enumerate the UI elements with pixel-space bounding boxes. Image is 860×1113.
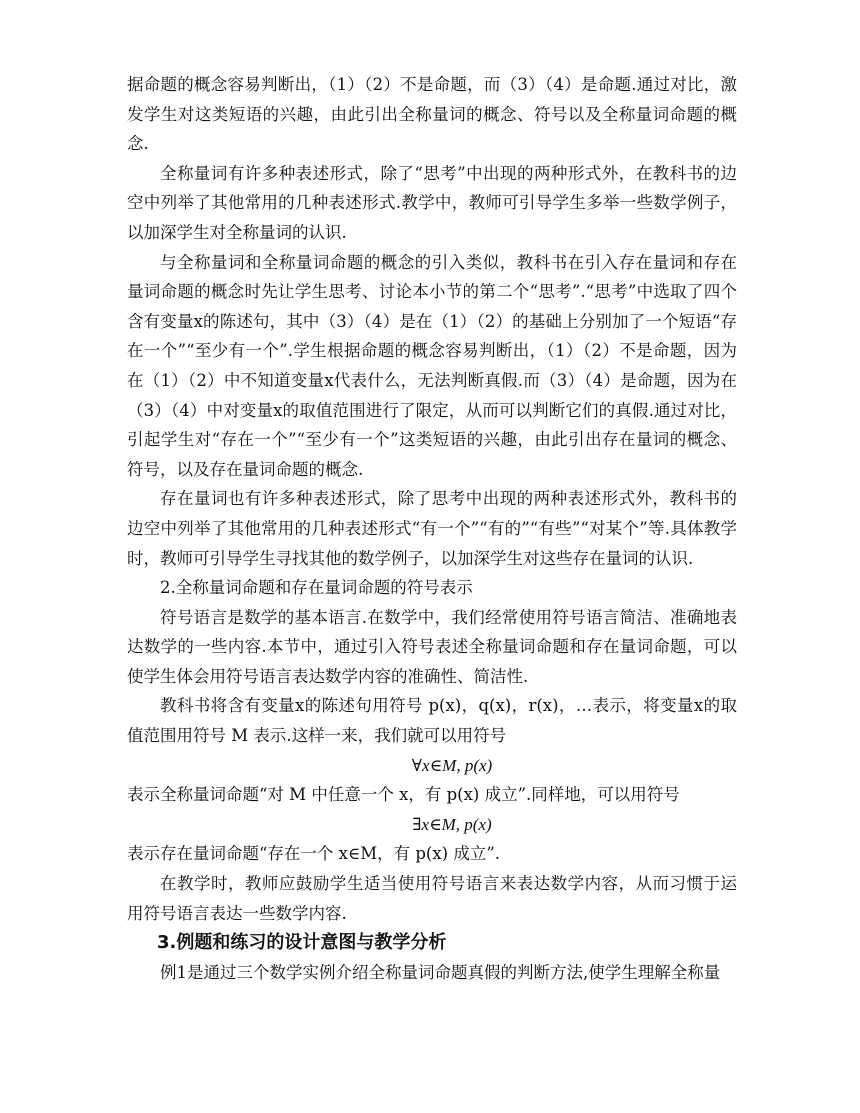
paragraph-11: 例1是通过三个数学实例介绍全称量词命题真假的判断方法,使学生理解全称量 xyxy=(160,963,721,983)
paragraph-6: 符号语言是数学的基本语言.在数学中，我们经常使用符号语言简洁、准确地表达数学的一些内容.本节中，通过引入符号表述全称量词命题和存在量词命题，可以使学生体会用符号语言表达数学内容的准确性、简洁性. xyxy=(127,607,737,686)
paragraph-7: 教科书将含有变量x的陈述句用符号 p(x)，q(x)，r(x)，…表示，将变量x的取值范围用符号 M 表示.这样一来，我们就可以用符号 xyxy=(127,696,737,746)
paragraph-3: 与全称量词和全称量词命题的概念的引入类似，教科书在引入存在量词和存在量词命题的概念时先让学生思考、讨论本小节的第二个“思考”.“思考”中选取了四个含有变量x的陈述句，其中（3）（4）是在（1）（2）的基础上分别加了一个短语“存在一个”“至少有一个”.学生根据命题的概念容易判断出，（1）（2）不是命题，因为在（1）（2）中不知道变量x代表什么，无法判断真假.而（3）（4）是命题，因为在（3）（4）中对变量x的取值范围进行了限定，从而可以判断它们的真假.通过对比，引起学生对“存在一个”“至少有一个”这类短语的兴趣，由此引出存在量词的概念、符号，以及存在量词命题的概念. xyxy=(127,252,737,479)
formula-existential: ∃x∈M, p(x) xyxy=(412,814,492,834)
document-page xyxy=(127,70,737,988)
paragraph-1: 据命题的概念容易判断出，（1）（2）不是命题，而（3）（4）是命题.通过对比，激发学生对这类短语的兴趣，由此引出全称量词的概念、符号以及全称量词命题的概念. xyxy=(127,75,737,154)
section-heading: 3.例题和练习的设计意图与教学分析 xyxy=(157,932,447,954)
paragraph-10: 在教学时，教师应鼓励学生适当使用符号语言来表达数学内容，从而习惯于运用符号语言表达一些数学内容. xyxy=(127,874,737,923)
section-subtitle: 2.全称量词命题和存在量词命题的符号表示 xyxy=(160,578,473,598)
paragraph-8: 表示全称量词命题“对 M 中任意一个 x，有 p(x) 成立”.同样地，可以用符号 xyxy=(127,785,680,805)
paragraph-9: 表示存在量词命题“存在一个 x∈M，有 p(x) 成立”. xyxy=(127,844,501,864)
paragraph-4: 存在量词也有许多种表述形式，除了思考中出现的两种表述形式外，教科书的边空中列举了其他常用的几种表述形式“有一个”“有的”“有些”“对某个”等.具体教学时，教师可引导学生寻找其他的数学例子，以加深学生对这些存在量词的认识. xyxy=(127,489,737,568)
formula-universal: ∀x∈M, p(x) xyxy=(411,755,493,775)
paragraph-2: 全称量词有许多种表述形式，除了“思考”中出现的两种形式外，在教科书的边空中列举了其他常用的几种表述形式.教学中，教师可引导学生多举一些数学例子，以加深学生对全称量词的认识. xyxy=(127,163,737,242)
